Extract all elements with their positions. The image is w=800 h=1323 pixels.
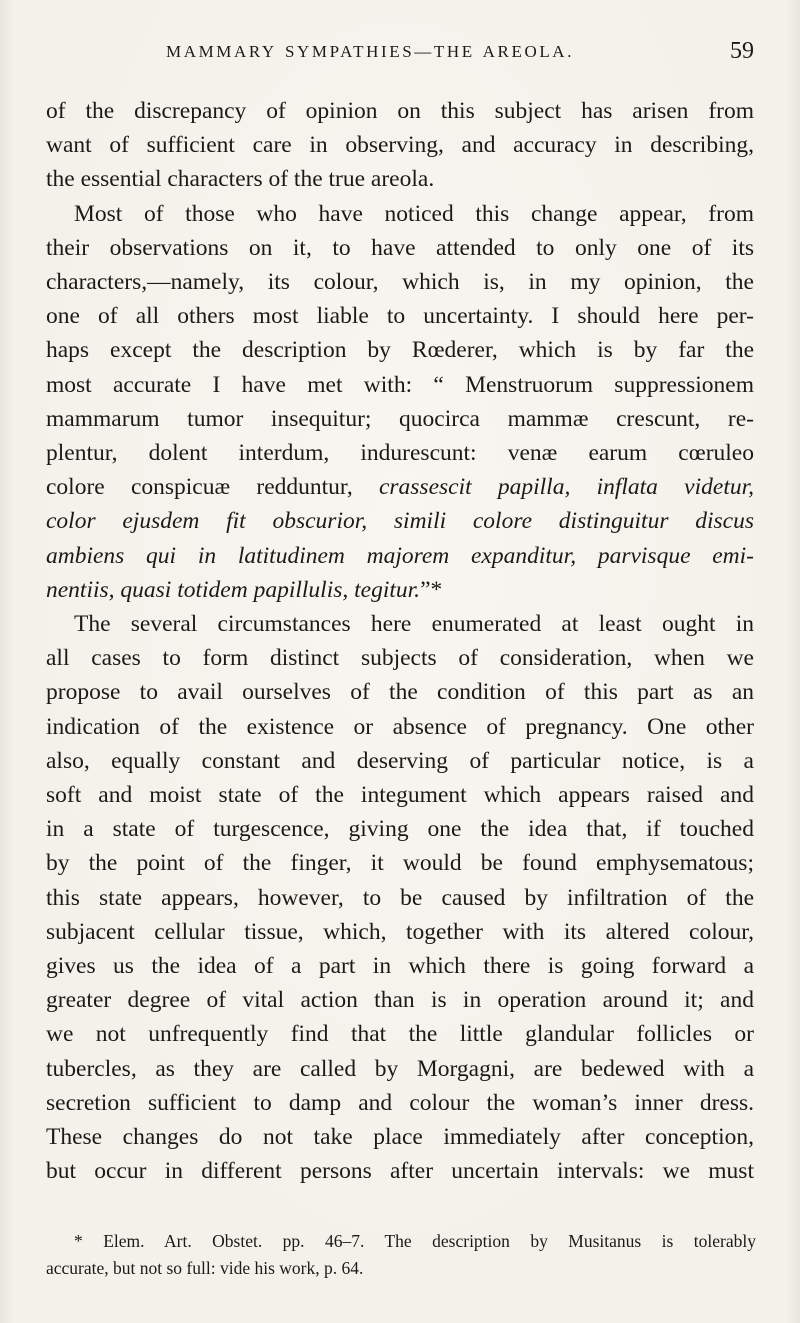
text-line: color ejusdem fit obscurior, simili colore distinguitur discus xyxy=(46,508,754,535)
text-segment: colore conspicuæ redduntur, xyxy=(46,474,353,501)
text-line: Most of those who have noticed this change appear, from xyxy=(74,200,754,227)
page-number: 59 xyxy=(730,38,754,64)
text-line: all cases to form distinct subjects of consideration, when we xyxy=(46,645,754,672)
text-line: the essential characters of the true areola. xyxy=(46,166,435,193)
text-line: The several circumstances here enumerated at least ought in xyxy=(74,611,754,638)
text-line: plentur, dolent interdum, indurescunt: venæ earum cœruleo xyxy=(46,440,754,467)
text-line: also, equally constant and deserving of particular notice, is a xyxy=(46,747,754,774)
text-line: ambiens qui in latitudinem majorem expanditur, parvisque emi- xyxy=(46,542,754,569)
running-title: MAMMARY SYMPATHIES—THE AREOLA. xyxy=(166,42,575,61)
text-line: most accurate I have met with: “ Menstruorum suppressionem xyxy=(46,371,754,398)
text-line: by the point of the finger, it would be found emphysematous; xyxy=(46,850,754,877)
text-line: tubercles, as they are called by Morgagni, are bedewed with a xyxy=(46,1055,754,1082)
italic-segment: crassescit papilla, inflata videtur, xyxy=(378,474,755,501)
text-line: soft and moist state of the integument which appears raised and xyxy=(46,782,754,809)
text-line xyxy=(46,470,754,504)
text-line: their observations on it, to have attended to only one of its xyxy=(46,234,754,261)
body-text xyxy=(46,94,754,1189)
text-line: one of all others most liable to uncertainty. I should here per- xyxy=(46,303,754,330)
footnote-line: accurate, but not so full: vide his work, p. 64. xyxy=(46,1258,364,1278)
text-line: subjacent cellular tissue, which, together with its altered colour, xyxy=(46,918,754,945)
footnote-marker: ”* xyxy=(420,576,443,603)
text-line: but occur in different persons after uncertain intervals: we must xyxy=(46,1158,754,1185)
text-line: characters,—namely, its colour, which is, in my opinion, the xyxy=(46,269,754,296)
text-line: mammarum tumor insequitur; quocirca mammæ crescunt, re- xyxy=(46,405,754,432)
text-line: haps except the description by Rœderer, which is by far the xyxy=(46,337,754,364)
page-header xyxy=(46,38,754,68)
text-line: this state appears, however, to be caused by infiltration of the xyxy=(46,884,754,911)
footnote-line: * Elem. Art. Obstet. pp. 46–7. The description by Musitanus is tolerably xyxy=(74,1231,756,1251)
text-line: secretion sufficient to damp and colour the woman’s inner dress. xyxy=(46,1089,754,1116)
text-line: These changes do not take place immediately after conception, xyxy=(46,1124,754,1151)
text-line: gives us the idea of a part in which there is going forward a xyxy=(46,953,754,980)
text-line: indication of the existence or absence of pregnancy. One other xyxy=(46,713,754,740)
text-line: want of sufficient care in observing, and accuracy in describing, xyxy=(46,132,754,159)
text-line: we not unfrequently find that the little glandular follicles or xyxy=(46,1021,754,1048)
text-line: propose to avail ourselves of the condition of this part as an xyxy=(46,679,754,706)
italic-segment: nentiis, quasi totidem papillulis, tegitur. xyxy=(46,576,421,603)
text-line: of the discrepancy of opinion on this subject has arisen from xyxy=(46,98,754,124)
text-line: greater degree of vital action than is in operation around it; and xyxy=(46,987,754,1014)
text-line xyxy=(46,573,754,607)
footnote xyxy=(46,1228,756,1282)
text-line: in a state of turgescence, giving one the idea that, if touched xyxy=(46,816,754,843)
